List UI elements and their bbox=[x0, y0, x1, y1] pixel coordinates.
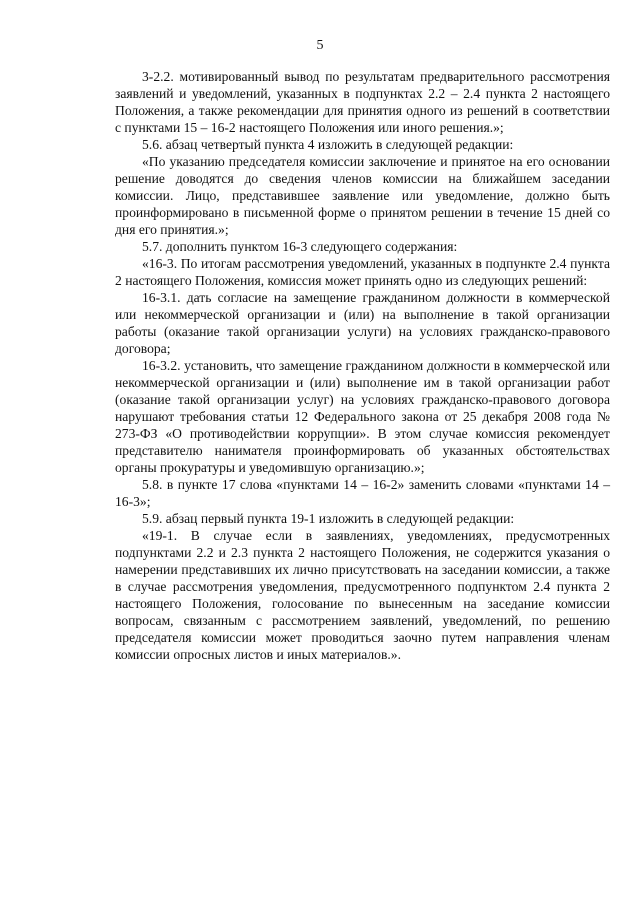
paragraph-5-8: 5.8. в пункте 17 слова «пунктами 14 – 16-2» заменить словами «пунктами 14 – 16-3»; bbox=[115, 477, 610, 509]
paragraph-16-3: «16-3. По итогам рассмотрения уведомлений, указанных в подпункте 2.4 пункта 2 настоящего Положения, комиссия может принять одно из следующих решений: bbox=[115, 256, 610, 288]
paragraph-3-2-2: 3-2.2. мотивированный вывод по результатам предварительного рассмотрения заявлений и уведомлений, указанных в подпунктах 2.2 – 2.4 пункта 2 настоящего Положения, а также рекомендации для принятия одного из решений в соответствии с пунктами 15 – 16-2 настоящего Положения или иного решения.»; bbox=[115, 69, 610, 135]
paragraph-16-3-1: 16-3.1. дать согласие на замещение гражданином должности в коммерческой или некоммерческой организации и (или) на выполнение в такой организации работы (оказание такой организации услуги) на условиях гражданско-правового договора; bbox=[115, 290, 610, 356]
document-body bbox=[115, 68, 610, 663]
paragraph-5-9: 5.9. абзац первый пункта 19-1 изложить в следующей редакции: bbox=[142, 511, 515, 526]
page-number: 5 bbox=[316, 38, 324, 53]
paragraph-19-1: «19-1. В случае если в заявлениях, уведомлениях, предусмотренных подпунктами 2.2 и 2.3 пункта 2 настоящего Положения, не содержится указания о намерении представивших их лично присутствовать на заседании комиссии, а также в случае рассмотрения уведомления, предусмотренного подпунктом 2.4 пункта 2 настоящего Положения, голосование по вынесенным на заседание комиссии вопросам, связанным с рассмотрением заявлений, уведомлений, по решению председателя комиссии может проводиться заочно путем направления членам комиссии опросных листов и иных материалов.». bbox=[115, 528, 610, 662]
paragraph-5-7: 5.7. дополнить пунктом 16-3 следующего содержания: bbox=[142, 239, 458, 254]
paragraph-5-6: 5.6. абзац четвертый пункта 4 изложить в следующей редакции: bbox=[142, 137, 514, 152]
paragraph-5-6-quote: «По указанию председателя комиссии заключение и принятое на его основании решение доводятся до сведения членов комиссии на ближайшем заседании комиссии. Лицо, представившее заявление или уведомление, должно быть проинформировано в письменной форме о принятом решении в течение 15 дней со дня его принятия.»; bbox=[115, 154, 610, 237]
paragraph-16-3-2: 16-3.2. установить, что замещение гражданином должности в коммерческой или некоммерческой организации и (или) выполнение им в такой организации работ (оказание такой организации услуг) на условиях гражданско-правового договора нарушают требования статьи 12 Федерального закона от 25 декабря 2008 года № 273-ФЗ «О противодействии коррупции». В этом случае комиссия рекомендует представителю нанимателя проинформировать об указанных обстоятельствах органы прокуратуры и уведомившую организацию.»; bbox=[115, 358, 610, 475]
